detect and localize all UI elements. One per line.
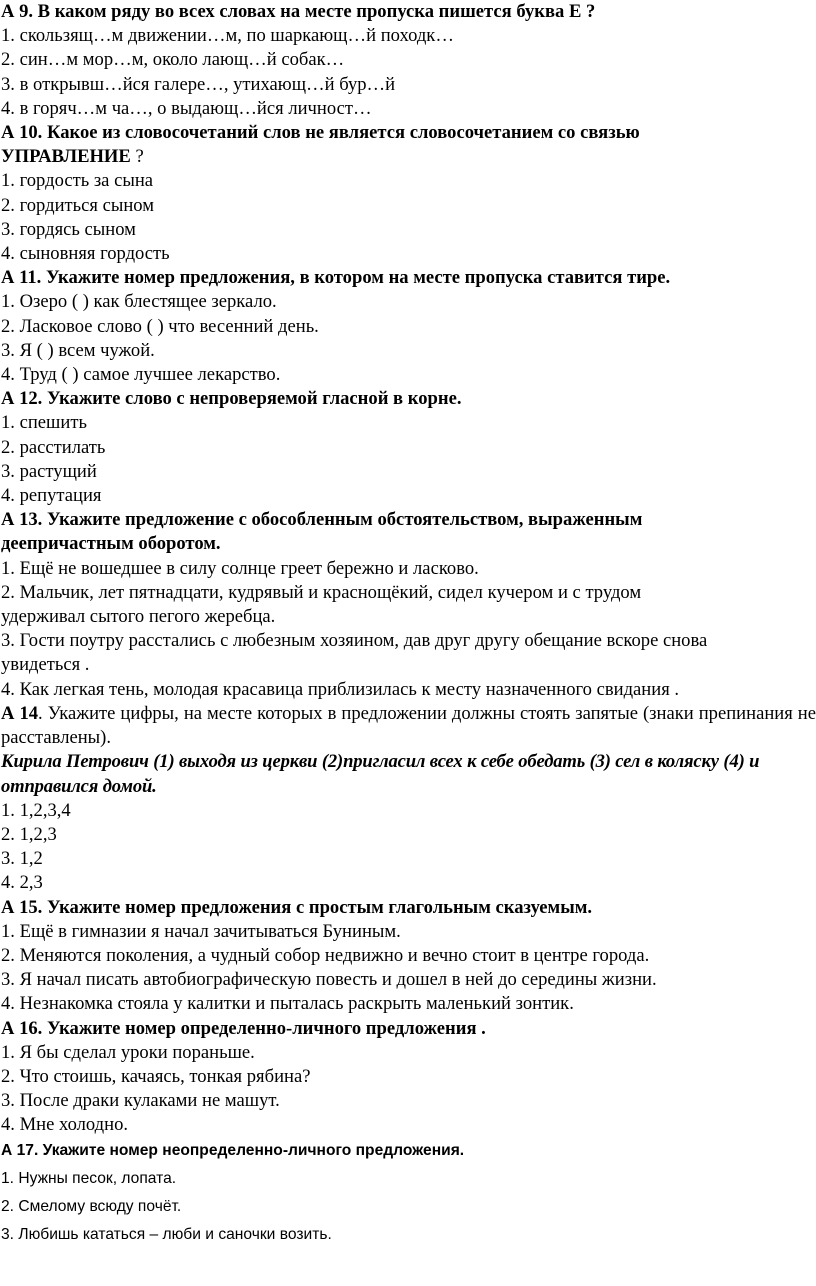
a13-option-1: 1. Ещё не вошедшее в силу солнце греет бережно и ласково. — [1, 557, 479, 579]
a16-option-2: 2. Что стоишь, качаясь, тонкая рябина? — [1, 1065, 311, 1087]
a10-option-3: 3. гордясь сыном — [1, 218, 136, 240]
a12-option-1: 1. спешить — [1, 412, 87, 434]
a10-title-emphasis: УПРАВЛЕНИЕ — [1, 146, 131, 168]
a13-option-2-line1: 2. Мальчик, лет пятнадцати, кудрявый и краснощёкий, сидел кучером и с трудом — [1, 581, 642, 603]
a11-option-4: 4. Труд ( ) самое лучшее лекарство. — [1, 364, 281, 386]
a13-option-3-line1: 3. Гости поутру расстались с любезным хозяином, дав друг другу обещание вскоре снова — [1, 630, 708, 652]
a11-option-3: 3. Я ( ) всем чужой. — [1, 339, 155, 361]
a9-option-1: 1. скользящ…м движении…м, по шаркающ…й походк… — [1, 25, 454, 47]
a15-option-2: 2. Меняются поколения, а чудный собор недвижно и вечно стоит в центре города. — [1, 944, 650, 966]
question-a11-title: А 11. Укажите номер предложения, в котором на месте пропуска ставится тире. — [1, 267, 671, 289]
a14-option-1: 1. 1,2,3,4 — [1, 799, 71, 821]
question-a13-title-line1: А 13. Укажите предложение с обособленным обстоятельством, выраженным — [1, 509, 643, 531]
a9-option-3: 3. в открывш…йся галере…, утихающ…й бур…й — [1, 73, 396, 95]
a15-option-1: 1. Ещё в гимназии я начал зачитываться Буниным. — [1, 920, 401, 942]
a13-option-2-line2: удерживал сытого пегого жеребца. — [1, 606, 276, 628]
a17-option-1: 1. Нужны песок, лопата. — [1, 1169, 177, 1187]
question-a10-title-line1: А 10. Какое из словосочетаний слов не является словосочетанием со связью — [1, 122, 640, 144]
a15-option-4: 4. Незнакомка стояла у калитки и пыталась раскрыть маленький зонтик. — [1, 993, 574, 1015]
a16-option-4: 4. Мне холодно. — [1, 1114, 129, 1136]
a14-title-text: . Укажите цифры, на месте которых в предложении должны стоять запятые (знаки препинания не расставлены). — [1, 702, 816, 749]
question-a15-title: А 15. Укажите номер предложения с простым глагольным сказуемым. — [1, 896, 593, 918]
a9-option-4: 4. в горяч…м ча…, о выдающ…йся личност… — [1, 97, 372, 119]
a14-option-4: 4. 2,3 — [1, 872, 43, 894]
a14-sentence: Кирила Петрович (1) выходя из церкви (2)пригласил всех к себе обедать (3) сел в коляску (4) и отправился домой. — [1, 751, 760, 797]
a12-option-3: 3. растущий — [1, 460, 97, 482]
a17-option-2: 2. Смелому всюду почёт. — [1, 1197, 182, 1215]
a14-title-label: А 14 — [1, 702, 39, 724]
question-a10-title-line2 — [0, 145, 816, 169]
question-a17-title: А 17. Укажите номер неопределенно-личного предложения. — [1, 1141, 465, 1159]
a9-option-2: 2. син…м мор…м, около лающ…й собак… — [1, 49, 345, 71]
question-a16-title: А 16. Укажите номер определенно-личного предложения . — [1, 1017, 486, 1039]
question-a12-title: А 12. Укажите слово с непроверяемой гласной в корне. — [1, 388, 462, 410]
a10-option-1: 1. гордость за сына — [1, 170, 154, 192]
a16-option-3: 3. После драки кулаками не машут. — [1, 1090, 280, 1112]
a12-option-2: 2. расстилать — [1, 436, 106, 458]
question-a9-title: А 9. В каком ряду во всех словах на месте пропуска пишется буква Е ? — [1, 1, 596, 22]
a14-option-2: 2. 1,2,3 — [1, 823, 57, 845]
a12-option-4: 4. репутация — [1, 485, 102, 507]
a13-option-3-line2: увидеться . — [1, 654, 90, 676]
a13-option-4: 4. Как легкая тень, молодая красавица приблизилась к месту назначенного свидания . — [1, 678, 680, 700]
question-a13-title-line2: деепричастным оборотом. — [1, 533, 221, 555]
a15-option-3: 3. Я начал писать автобиографическую повесть и дошел в ней до середины жизни. — [1, 969, 657, 991]
question-a14-title — [0, 702, 816, 750]
a10-title-rest: ? — [130, 146, 144, 168]
a11-option-2: 2. Ласковое слово ( ) что весенний день. — [1, 315, 319, 337]
a10-option-4: 4. сыновняя гордость — [1, 243, 170, 265]
a11-option-1: 1. Озеро ( ) как блестящее зеркало. — [1, 291, 277, 313]
a16-option-1: 1. Я бы сделал уроки пораньше. — [1, 1041, 255, 1063]
a14-option-3: 3. 1,2 — [1, 848, 43, 870]
a17-option-3: 3. Любишь кататься – люби и саночки возить. — [1, 1225, 332, 1243]
a10-option-2: 2. гордиться сыном — [1, 194, 154, 216]
